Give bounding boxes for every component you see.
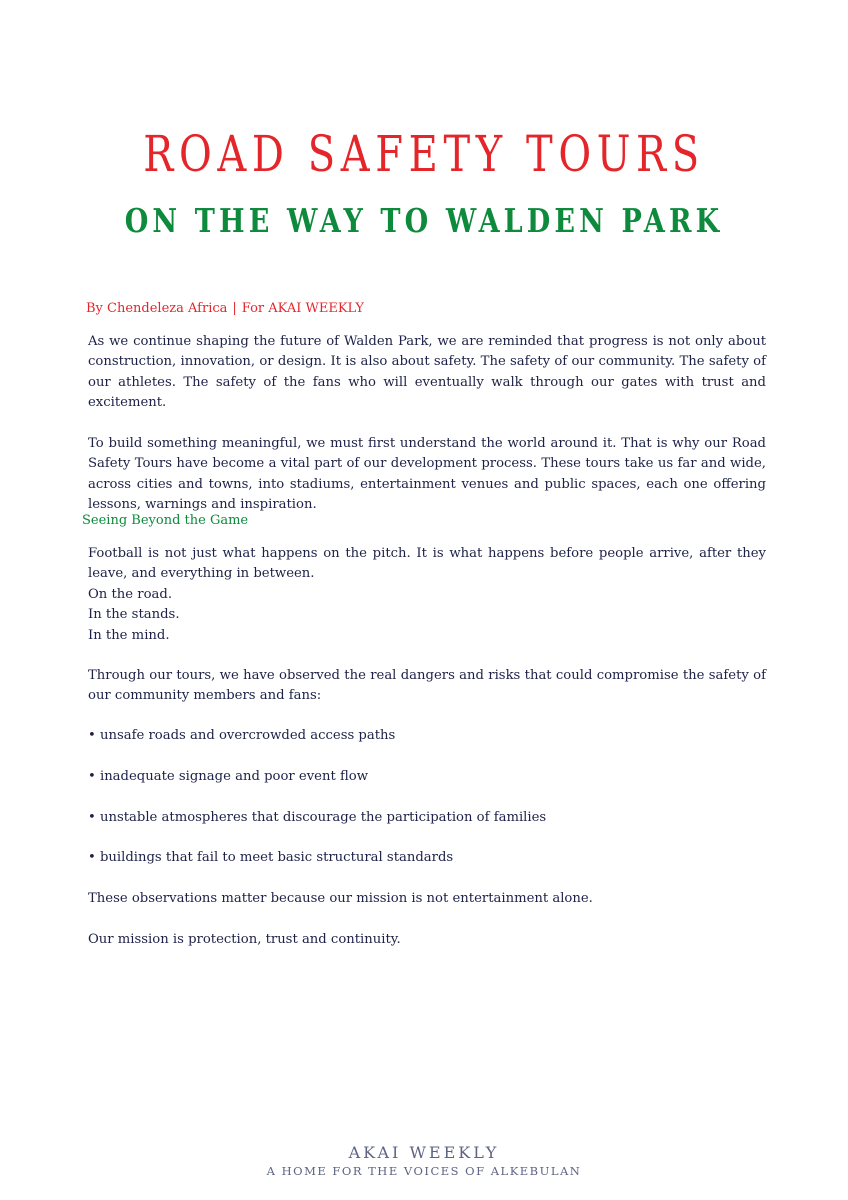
closing-line: Our mission is protection, trust and continuity. (88, 932, 401, 947)
section-line: In the mind. (88, 627, 170, 643)
footer-publication-name: AKAI WEEKLY (348, 1143, 500, 1162)
footer-tagline: A HOME FOR THE VOICES OF ALKEBULAN (266, 1164, 582, 1178)
article-subtitle: ON THE WAY TO WALDEN PARK (124, 201, 724, 240)
closing-line: These observations matter because our mission is not entertainment alone. (88, 891, 593, 906)
bullet-item: • unstable atmospheres that discourage the participation of families (88, 810, 547, 825)
byline-separator: | (232, 301, 237, 316)
intro-paragraph: As we continue shaping the future of Walden Park, we are reminded that progress is not only about construction, innovation, or design. It is also about safety. The safety of our community. The safety of our athletes. The safety of the fans who will eventually walk through our gates with trust and excitement. (88, 334, 766, 411)
section-line: In the stands. (88, 607, 180, 623)
section-heading: Seeing Beyond the Game (82, 513, 249, 528)
intro-body (88, 332, 766, 516)
section-line: On the road. (88, 586, 173, 602)
intro-paragraph: To build something meaningful, we must first understand the world around it. That is why our Road Safety Tours have become a vital part of our development process. These tours take us far and wide, across cities and towns, into stadiums, entertainment venues and public spaces, each one offering lessons, warnings and inspiration. (88, 436, 766, 513)
byline-author: By Chendeleza Africa (86, 301, 228, 316)
section-paragraph: Football is not just what happens on the pitch. It is what happens before people arrive, after they leave, and everything in between. (88, 546, 766, 582)
bullet-item: • inadequate signage and poor event flow (88, 769, 368, 784)
byline (86, 299, 364, 319)
section-risks-intro (88, 666, 766, 707)
section-paragraph: Through our tours, we have observed the real dangers and risks that could compromise the safety of our community members and fans: (88, 668, 766, 704)
bullet-item: • unsafe roads and overcrowded access paths (88, 728, 396, 743)
article-title: ROAD SAFETY TOURS (143, 125, 705, 183)
byline-publication: For AKAI WEEKLY (241, 301, 364, 316)
section-intro (88, 544, 766, 646)
bullet-item: • buildings that fail to meet basic structural standards (88, 850, 454, 865)
